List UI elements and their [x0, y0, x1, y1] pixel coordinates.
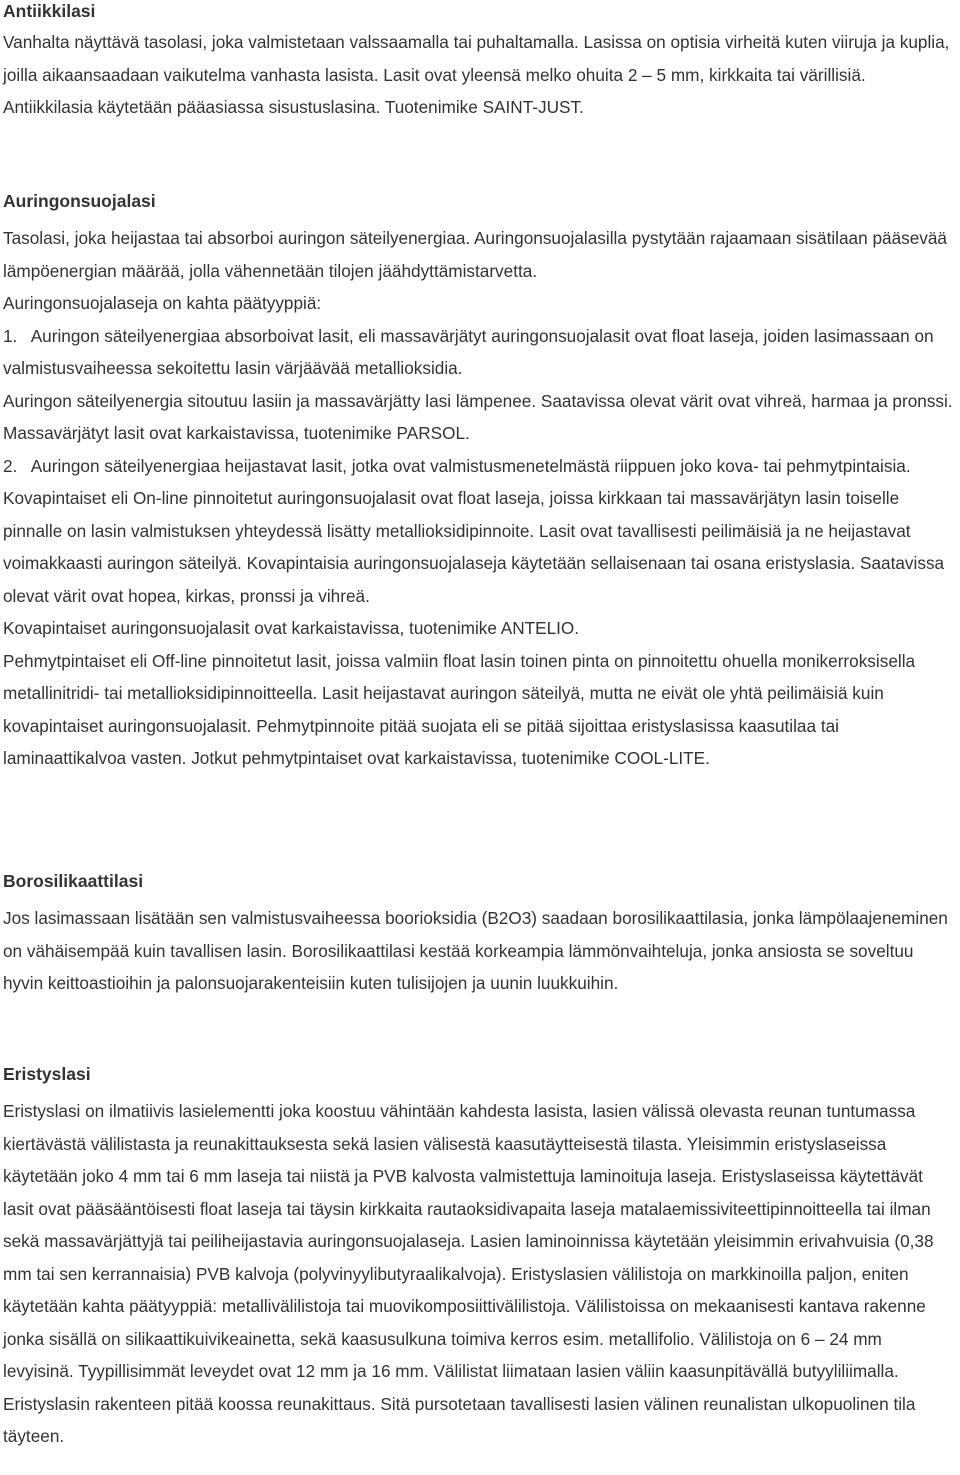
section-borosilikaattilasi — [3, 870, 955, 1000]
list-item: 1. Auringon säteilyenergiaa absorboivat lasit, eli massavärjätyt auringonsuojalasit ovat float laseja, joiden lasimassaan on valmistusvaiheessa sekoitettu lasin värjäävää metallioksidia. — [3, 325, 939, 378]
paragraph: Kovapintaiset auringonsuojalasit ovat karkaistavissa, tuotenimike ANTELIO. — [3, 618, 580, 638]
section-auringonsuojalasi — [3, 190, 955, 775]
section-heading: Auringonsuojalasi — [3, 191, 156, 211]
paragraph: Vanhalta näyttävä tasolasi, joka valmistetaan valssaamalla tai puhaltamalla. Lasissa on optisia virheitä kuten viiruja ja kuplia, joilla aikaansaadaan vaikutelma vanhasta lasista. Lasit ovat yleensä melko ohuita 2 – 5 mm, kirkkaita tai värillisiä. Antiikkilasia käytetään pääasiassa sisustuslasina. Tuotenimike SAINT-JUST. — [3, 32, 950, 117]
section-eristyslasi — [3, 1063, 955, 1453]
paragraph: Kovapintaiset eli On-line pinnoitetut auringonsuojalasit ovat float laseja, joissa kirkkaan tai massavärjätyn lasin toiselle pinnalle on lasin valmistuksen yhteydessä lisätty metallioksidipinnoite. Lasit ovat tavallisesti peilimäisiä ja ne heijastavat voimakkaasti auringon säteilyä. Kovapintaisia auringonsuojalaseja käytetään sellaisenaan tai osana eristyslasia. Saatavissa olevat värit ovat hopea, kirkas, pronssi ja vihreä. — [3, 488, 945, 606]
paragraph: Pehmytpintaiset eli Off-line pinnoitetut lasit, joissa valmiin float lasin toinen pinta on pinnoitettu ohuella monikerroksisella metallinitridi- tai metallioksidipinnoitteella. Lasit heijastavat auringon säteilyä, mutta ne eivät ole yhtä peilimäisiä kuin kovapintaiset auringonsuojalasit. Pehmytpinnoite pitää suojata eli se pitää sijoittaa eristyslasissa kaasutilaa tai laminaattikalvoa vasten. Jotkut pehmytpintaiset ovat karkaistavissa, tuotenimike COOL-LITE. — [3, 650, 916, 768]
section-antiikkilasi — [3, 0, 955, 124]
section-heading: Eristyslasi — [3, 1064, 91, 1084]
section-heading: Antiikkilasi — [3, 1, 96, 21]
paragraph: Eristyslasi on ilmatiivis lasielementti joka koostuu vähintään kahdesta lasista, lasien välissä olevasta reunan tuntumassa kiertävästä välilistasta ja reunakittauksesta sekä lasien välisestä kaasutäytteisestä tilasta. Yleisimmin eristyslaseissa käytetään joko 4 mm tai 6 mm laseja tai niistä ja PVB kalvosta valmistettuja laminoituja laseja. Eristyslaseissa käytettävät lasit ovat pääsääntöisesti float laseja tai täysin kirkkaita rautaoksidivapaita laseja matalaemissiviteettipinnoitteella tai ilman sekä massavärjättyjä tai peiliheijastavia auringonsuojalaseja. Lasien laminoinnissa käytetään yleisimmin erivahvuisia (0,38 mm tai sen kerrannaisia) PVB kalvoja (polyvinyylibutyraalikalvoja). Eristyslasien välilistoja on markkinoilla paljon, eniten käytetään kahta päätyyppiä: metallivälilistoja tai muovikomposiittivälilistoja. Välilistoissa on mekaanisesti kantava rakenne jonka sisällä on silikaattikuivikeainetta, sekä kaasusulkuna toimiva kerros esim. metallifolio. Välilistoja on 6 – 24 mm levyisinä. Tyypillisimmät leveydet ovat 12 mm ja 16 mm. Välilistat liimataan lasien väliin kaasunpitävällä butyyliliimalla. Eristyslasin rakenteen pitää koossa reunakittaus. Sitä pursotetaan tavallisesti lasien välinen reunalistan ulkopuolinen tila täyteen. — [3, 1101, 934, 1446]
paragraph: Auringonsuojalaseja on kahta päätyyppiä: — [3, 293, 322, 313]
section-heading: Borosilikaattilasi — [3, 871, 144, 891]
list-item: 2. Auringon säteilyenergiaa heijastavat lasit, jotka ovat valmistusmenetelmästä riippuen joko kova- tai pehmytpintaisia. — [3, 455, 911, 476]
paragraph: Auringon säteilyenergia sitoutuu lasiin ja massavärjätty lasi lämpenee. Saatavissa olevat värit ovat vihreä, harmaa ja pronssi. Massavärjätyt lasit ovat karkaistavissa, tuotenimike PARSOL. — [3, 390, 953, 443]
paragraph: Tasolasi, joka heijastaa tai absorboi auringon säteilyenergiaa. Auringonsuojalasilla pystytään rajaamaan sisätilaan pääsevää lämpöenergian määrää, jolla vähennetään tilojen jäähdyttämistarvetta. — [3, 228, 947, 281]
paragraph: Jos lasimassaan lisätään sen valmistusvaiheessa boorioksidia (B2O3) saadaan borosilikaattilasia, jonka lämpölaajeneminen on vähäisempää kuin tavallisen lasin. Borosilikaattilasi kestää korkeampia lämmönvaihteluja, jonka ansiosta se soveltuu hyvin keittoastioihin ja palonsuojarakenteisiin kuten tulisijojen ja uunin luukkuihin. — [3, 908, 948, 993]
